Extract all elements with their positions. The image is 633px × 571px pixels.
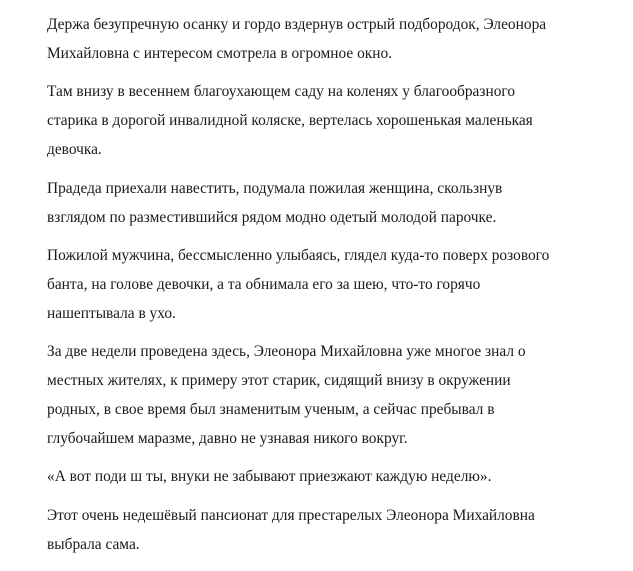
paragraph-6 [47,462,491,491]
text-line: банта, на голове девочки, а та обнимала его за шею, что-то горячо [47,276,481,293]
paragraph-1 [47,10,546,68]
text-line: Этот очень недешёвый пансионат для престарелых Элеонора Михайловна [47,507,535,524]
paragraph-7 [47,501,535,559]
paragraph-3 [47,174,502,232]
text-line: старика в дорогой инвалидной коляске, вертелась хорошенькая маленькая [47,112,533,129]
text-line: Пожилой мужчина, бессмысленно улыбаясь, глядел куда-то поверх розового [47,247,550,264]
text-line: Прадеда приехали навестить, подумала пожилая женщина, скользнув [47,180,503,197]
text-line: Михайловна с интересом смотрела в огромное окно. [47,45,393,62]
paragraph-4 [47,241,549,328]
text-line: глубочайшем маразме, давно не узнавая никого вокруг. [47,430,408,447]
text-line: местных жителях, к примеру этот старик, сидящий внизу в окружении [47,372,511,389]
paragraph-5 [47,337,526,453]
text-line: взглядом по разместившийся рядом модно одетый молодой парочке. [47,209,497,226]
text-line: девочка. [47,141,102,158]
paragraph-2 [47,77,533,164]
text-line: Там внизу в весеннем благоухающем саду на коленях у благообразного [47,83,516,100]
text-line: родных, в свое время был знаменитым ученым, а сейчас пребывал в [47,401,495,418]
text-line: нашептывала в ухо. [47,305,176,322]
text-line: Держа безупречную осанку и гордо вздернув острый подбородок, Элеонора [47,16,547,33]
text-line: «А вот поди ш ты, внуки не забывают приезжают каждую неделю». [47,468,492,485]
text-line: За две недели проведена здесь, Элеонора Михайловна уже многое знал о [47,343,526,360]
text-line: выбрала сама. [47,536,140,553]
